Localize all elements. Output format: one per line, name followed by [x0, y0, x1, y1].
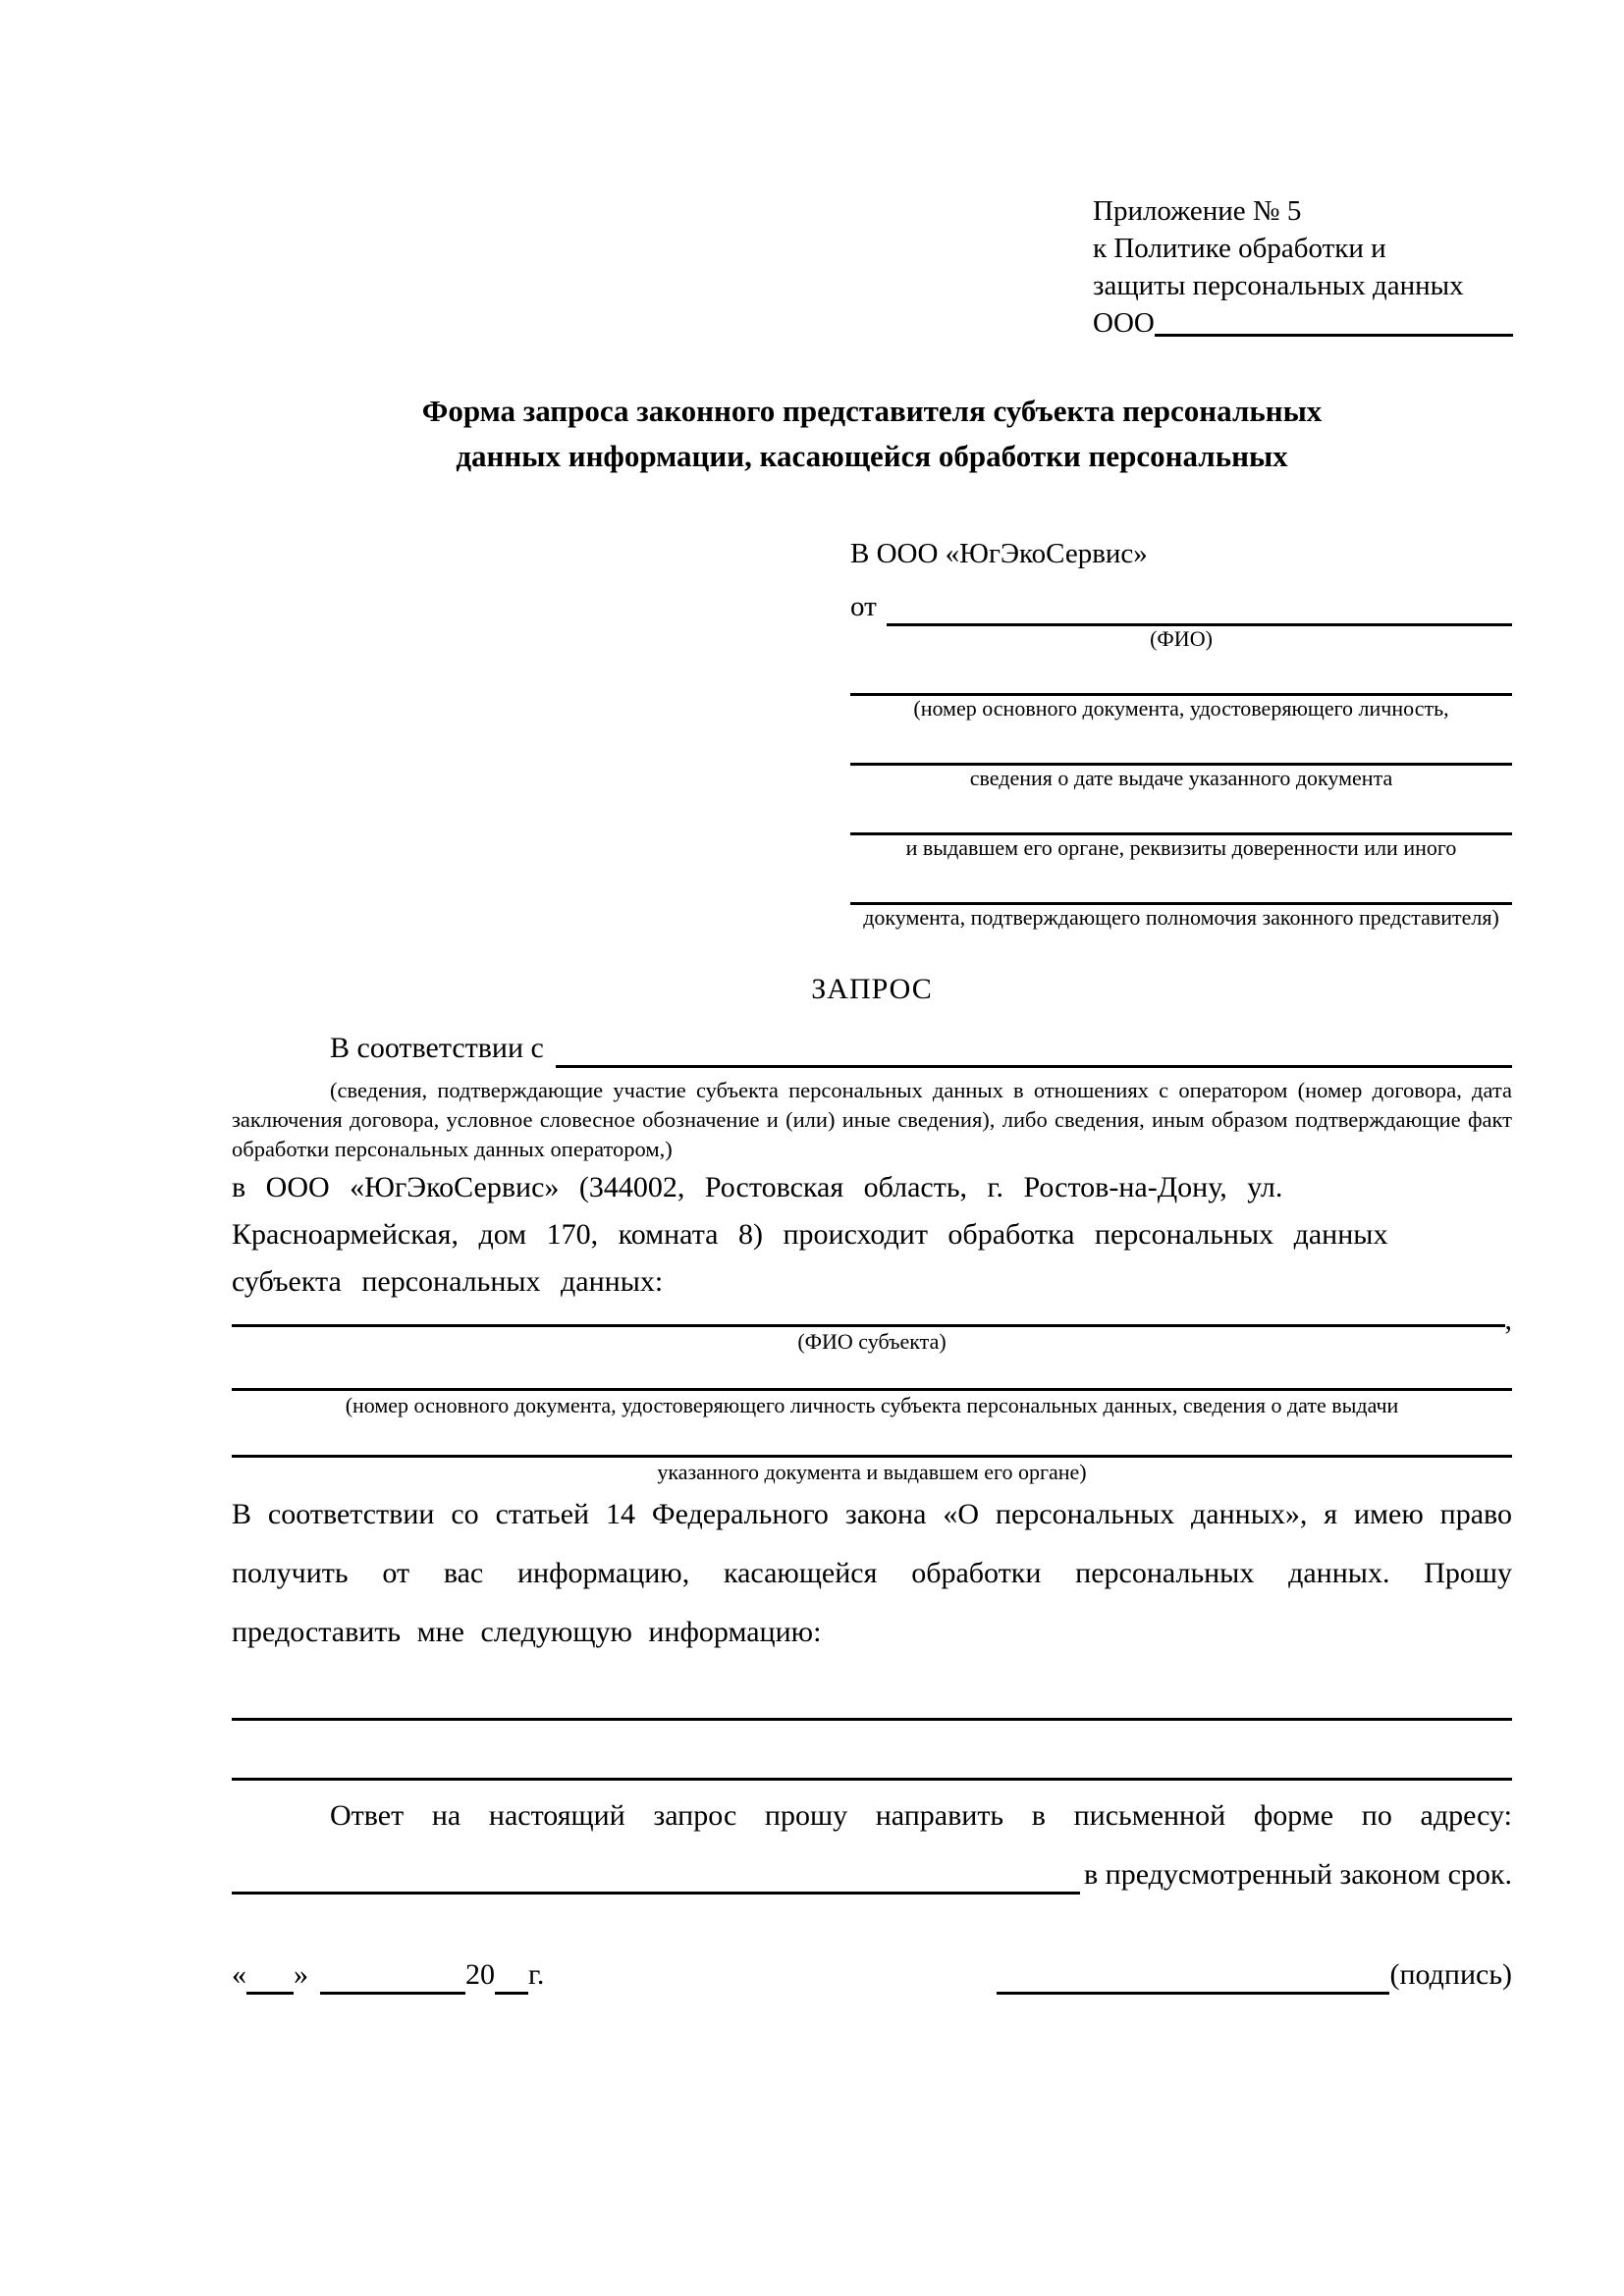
response-suffix: в предусмотренный законом срок. — [1084, 1858, 1512, 1891]
subject-document-blank-field[interactable] — [232, 1388, 1512, 1391]
fio-blank-field[interactable] — [887, 590, 1512, 626]
document-info-caption: (номер основного документа, удостоверяющего личность, — [913, 696, 1449, 721]
addressee-organization: В ООО «ЮгЭкоСервис» — [850, 538, 1148, 569]
year-prefix: 20 — [465, 1958, 495, 1991]
company-prefix: ООО — [1093, 307, 1155, 339]
requested-information-blank-field[interactable] — [232, 1718, 1512, 1721]
subject-document-caption: указанного документа и выдавшем его органе) — [657, 1460, 1087, 1484]
subject-line-comma: , — [1504, 1304, 1512, 1336]
relationship-info-blank-field[interactable] — [556, 1030, 1512, 1068]
year-suffix: г. — [528, 1958, 545, 1991]
quote-close: » — [294, 1958, 308, 1991]
response-paragraph: Ответ на настоящий запрос прошу направить в письменной форме по адресу: — [330, 1799, 1512, 1832]
subject-fio-caption: (ФИО субъекта) — [797, 1329, 947, 1354]
request-heading: ЗАПРОС — [811, 973, 933, 1005]
footer-row — [232, 1955, 1512, 1995]
intro-note: (сведения, подтверждающие участие субъекта персональных данных в отношениях с оператором (номер договора, дата заключения договора, условное словесное обозначение и (или) иные сведения), либо сведения, иным образом подтверждающие факт обработки персональных данных оператором,) — [232, 1078, 1512, 1161]
document-info-caption: и выдавшем его органе, реквизиты доверенности или иного — [905, 835, 1457, 860]
from-label: от — [850, 591, 877, 622]
company-name-blank-field[interactable] — [1155, 304, 1513, 337]
law-paragraph: В соответствии со статьей 14 Федерального закона «О персональных данных», я имею право получить от вас информацию, касающейся обработки персональных данных. Прошу предоставить мне следующую информацию: — [232, 1498, 1512, 1648]
date-day-blank-field[interactable] — [246, 1960, 294, 1995]
annex-note-line: защиты персональных данных — [1093, 270, 1464, 301]
document-info-caption: документа, подтверждающего полномочия законного представителя) — [863, 905, 1499, 930]
annex-note-line: к Политике обработки и — [1093, 233, 1386, 264]
addressee-block — [850, 534, 1512, 931]
quote-open: « — [232, 1958, 246, 1991]
form-title — [232, 389, 1512, 479]
form-title-line: данных информации, касающейся обработки персональных — [456, 439, 1288, 473]
subject-fio-blank-field[interactable] — [232, 1308, 1505, 1327]
signature-group — [997, 1955, 1512, 1995]
response-address-blank-field[interactable] — [232, 1856, 1080, 1895]
fio-caption: (ФИО) — [1150, 626, 1213, 651]
subject-document-blank-field[interactable] — [232, 1455, 1512, 1458]
date-group — [232, 1955, 544, 1995]
subject-document-caption: (номер основного документа, удостоверяющего личность субъекта персональных данных, сведения о дате выдачи — [345, 1393, 1399, 1417]
signature-blank-field[interactable] — [997, 1960, 1389, 1995]
signature-caption: (подпись) — [1389, 1958, 1512, 1991]
document-info-caption: сведения о дате выдаче указанного документа — [969, 766, 1393, 790]
intro-prefix: В соответствии с — [330, 1032, 544, 1064]
date-year-blank-field[interactable] — [495, 1960, 528, 1995]
requested-information-blank-field[interactable] — [232, 1778, 1512, 1781]
date-month-blank-field[interactable] — [320, 1960, 465, 1995]
form-title-line: Форма запроса законного представителя субъекта персональных — [421, 394, 1323, 428]
annex-note-line: Приложение № 5 — [1093, 195, 1302, 227]
annex-note — [1093, 192, 1513, 342]
operator-paragraph: в ООО «ЮгЭкоСервис» (344002, Ростовская область, г. Ростов-на-Дону, ул. Красноармейская, дом 170, комната 8) происходит обработка персональных данных субъекта персональных данных: — [232, 1171, 1388, 1298]
